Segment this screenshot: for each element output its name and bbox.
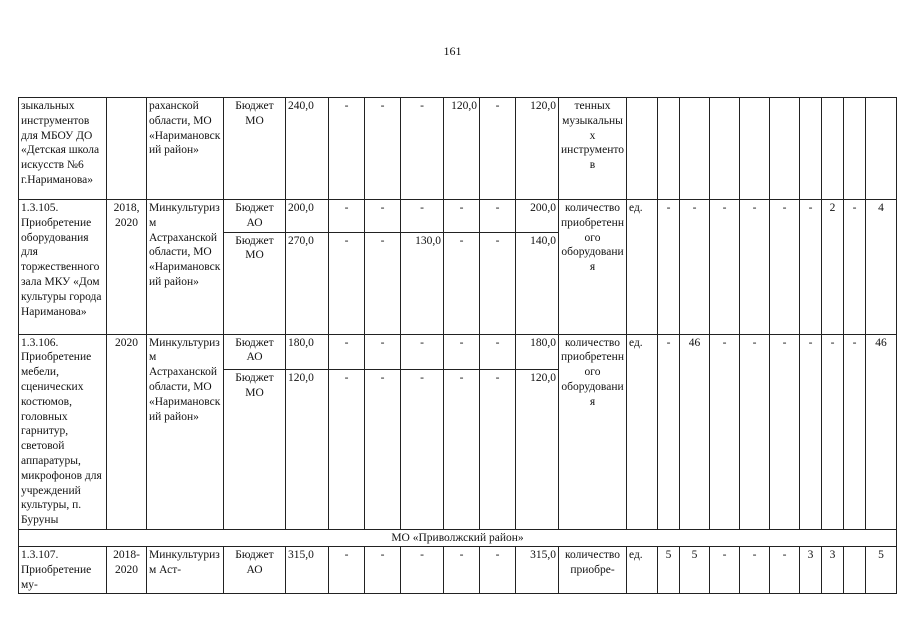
measure-executor: Минкультуризм Астраханской области, МО «Наримановский район»	[147, 200, 224, 335]
indicator-value: -	[770, 546, 800, 593]
funding-source: Бюджет АО	[224, 200, 286, 233]
indicator-value: -	[740, 546, 770, 593]
indicator-value: 46	[866, 334, 897, 529]
indicator-value	[866, 98, 897, 200]
indicator-value	[770, 98, 800, 200]
measure-executor: Минкультуризм Аст-	[147, 546, 224, 593]
indicator-value: -	[658, 200, 680, 335]
funding-year: -	[480, 334, 516, 369]
indicator-value: 3	[800, 546, 822, 593]
indicator-name: количество приобретенного оборудования	[559, 200, 627, 335]
page-number: 161	[443, 44, 462, 58]
indicator-value	[710, 98, 740, 200]
funding-year: -	[329, 98, 365, 200]
indicator-unit	[627, 98, 658, 200]
funding-year: -	[480, 546, 516, 593]
measure-name: 1.3.105. Приобретение оборудования для торжественного зала МКУ «Дом культуры города Нариманова»	[19, 200, 107, 335]
indicator-value: -	[740, 200, 770, 335]
funding-year: -	[444, 546, 480, 593]
indicator-value: 5	[658, 546, 680, 593]
indicator-value	[844, 546, 866, 593]
measure-years: 2018-2020	[107, 546, 147, 593]
indicator-value: -	[770, 200, 800, 335]
indicator-value: 3	[822, 546, 844, 593]
funding-source: Бюджет АО	[224, 334, 286, 369]
indicator-name: тенных музыкальных инструментов	[559, 98, 627, 200]
measure-executor: раханской области, МО «Наримановский район»	[147, 98, 224, 200]
funding-year: -	[444, 232, 480, 334]
indicator-value: -	[740, 334, 770, 529]
indicator-value	[844, 98, 866, 200]
funding-year: -	[329, 546, 365, 593]
funding-year: -	[480, 232, 516, 334]
indicator-value	[740, 98, 770, 200]
funding-year: 130,0	[401, 232, 444, 334]
indicator-name: количество приобретенного оборудования	[559, 334, 627, 529]
indicator-value: 2	[822, 200, 844, 335]
funding-year: -	[444, 200, 480, 233]
funding-year: -	[365, 369, 401, 529]
funding-year: -	[480, 98, 516, 200]
funding-year: -	[401, 334, 444, 369]
indicator-name: количество приобре-	[559, 546, 627, 593]
funding-source: Бюджет МО	[224, 369, 286, 529]
indicator-value: -	[844, 200, 866, 335]
section-row	[19, 529, 897, 546]
funding-year: -	[444, 334, 480, 369]
funding-year: 200,0	[516, 200, 559, 233]
indicator-value: 46	[680, 334, 710, 529]
funding-total: 180,0	[286, 334, 329, 369]
table-row	[19, 98, 897, 200]
indicator-value: 4	[866, 200, 897, 335]
indicator-unit: ед.	[627, 546, 658, 593]
funding-year: -	[365, 334, 401, 369]
funding-year: 180,0	[516, 334, 559, 369]
measure-name: 1.3.107. Приобретение му-	[19, 546, 107, 593]
funding-year: 120,0	[444, 98, 480, 200]
indicator-value: -	[710, 334, 740, 529]
indicator-value: -	[822, 334, 844, 529]
funding-year: -	[480, 200, 516, 233]
funding-year: -	[329, 232, 365, 334]
indicator-value	[658, 98, 680, 200]
indicator-value: -	[800, 334, 822, 529]
measure-years: 2018, 2020	[107, 200, 147, 335]
indicator-value: -	[710, 546, 740, 593]
measure-years	[107, 98, 147, 200]
funding-year: -	[401, 546, 444, 593]
indicator-value	[822, 98, 844, 200]
indicator-value: -	[844, 334, 866, 529]
funding-year: -	[329, 369, 365, 529]
funding-total: 120,0	[286, 369, 329, 529]
funding-total: 315,0	[286, 546, 329, 593]
funding-year: -	[329, 334, 365, 369]
funding-year: 120,0	[516, 369, 559, 529]
indicator-value: -	[680, 200, 710, 335]
indicator-value: -	[658, 334, 680, 529]
measure-name: 1.3.106. Приобретение мебели, сценических костюмов, головных гарнитур, световой аппаратуры, микрофонов для учреждений культуры, п. Буруны	[19, 334, 107, 529]
indicator-value: -	[770, 334, 800, 529]
indicator-value	[680, 98, 710, 200]
indicator-unit: ед.	[627, 334, 658, 529]
funding-total: 240,0	[286, 98, 329, 200]
funding-source: Бюджет МО	[224, 98, 286, 200]
funding-year: -	[365, 98, 401, 200]
funding-year: -	[401, 369, 444, 529]
funding-year: -	[401, 98, 444, 200]
funding-year: -	[365, 546, 401, 593]
indicator-unit: ед.	[627, 200, 658, 335]
program-table	[18, 97, 897, 594]
funding-year: -	[401, 200, 444, 233]
table-row	[19, 200, 897, 233]
measure-years: 2020	[107, 334, 147, 529]
funding-year: -	[365, 200, 401, 233]
funding-year: -	[480, 369, 516, 529]
funding-year: 120,0	[516, 98, 559, 200]
indicator-value: 5	[680, 546, 710, 593]
section-title: МО «Приволжский район»	[19, 529, 897, 546]
funding-year: 315,0	[516, 546, 559, 593]
indicator-value: -	[710, 200, 740, 335]
funding-year: -	[444, 369, 480, 529]
indicator-value	[800, 98, 822, 200]
funding-year: -	[365, 232, 401, 334]
funding-total: 270,0	[286, 232, 329, 334]
funding-year: -	[329, 200, 365, 233]
funding-year: 140,0	[516, 232, 559, 334]
table-row	[19, 546, 897, 593]
measure-name: зыкальных инструментов для МБОУ ДО «Детская школа искусств №6 г.Нариманова»	[19, 98, 107, 200]
funding-source: Бюджет МО	[224, 232, 286, 334]
table-row	[19, 334, 897, 369]
indicator-value: -	[800, 200, 822, 335]
funding-total: 200,0	[286, 200, 329, 233]
funding-source: Бюджет АО	[224, 546, 286, 593]
measure-executor: Минкультуризм Астраханской области, МО «Наримановский район»	[147, 334, 224, 529]
indicator-value: 5	[866, 546, 897, 593]
